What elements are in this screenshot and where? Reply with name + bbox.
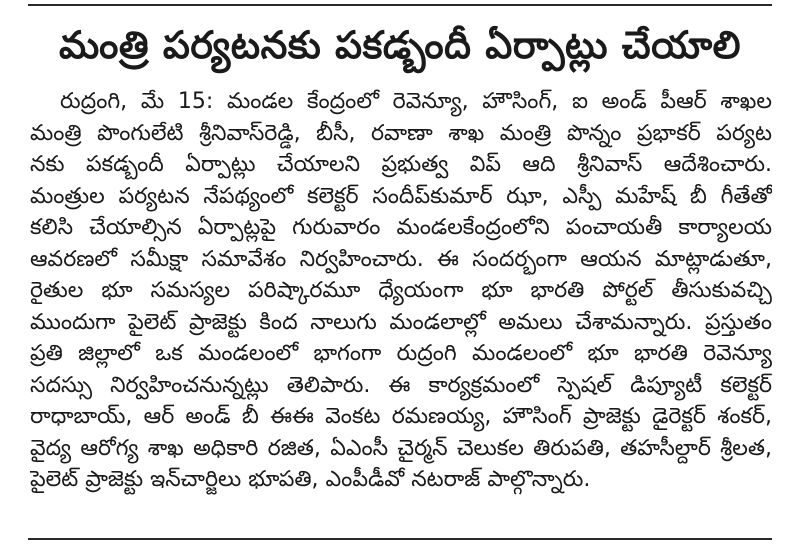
article-body — [30, 86, 772, 496]
article-line: రాధాబాయ్, ఆర్ అండ్ బీ ఈఈ వెంకట రమణయ్య, హౌసింగ్ ప్రాజెక్టు డైరెక్టర్ శంకర్, — [30, 404, 772, 429]
article-line: నకు పకడ్బందీ ఏర్పాట్లు చేయాలని ప్రభుత్వ విప్ ఆది శ్రీనివాస్ ఆదేశించారు. — [30, 152, 772, 177]
top-rule — [28, 4, 772, 6]
article-line: పైలెట్ ప్రాజెక్టు ఇన్‌చార్జిలు భూపతి, ఎంపీడీవో నటరాజ్ పాల్గొన్నారు. — [30, 467, 591, 492]
article-line: మంత్రి పొంగులేటి శ్రీనివాస్‌రెడ్డి, బీసీ, రవాణా శాఖ మంత్రి పొన్నం ప్రభాకర్ పర్యట — [30, 120, 772, 146]
article-line: సదస్సు నిర్వహించనున్నట్లు తెలిపారు. ఈ కార్యక్రమంలో స్పెషల్ డిప్యూటీ కలెక్టర్ — [30, 372, 772, 398]
article-line: ముందుగా పైలెట్ ప్రాజెక్టు కింద నాలుగు మండలాల్లో అమలు చేశామన్నారు. ప్రస్తుతం — [30, 309, 772, 335]
article-line: రైతుల భూ సమస్యల పరిష్కారమూ ధ్యేయంగా భూ భారతి పోర్టల్ తీసుకువచ్చి — [30, 278, 772, 303]
article-line: కలిసి చేయాల్సిన ఏర్పాట్లపై గురువారం మండలకేంద్రంలోని పంచాయతీ కార్యాలయ — [30, 215, 772, 240]
article-line: ప్రతి జిల్లాలో ఒక మండలంలో భాగంగా రుద్రంగి మండలంలో భూ భారతి రెవెన్యూ — [30, 341, 772, 366]
article-line: మంత్రుల పర్యటన నేపథ్యంలో కలెక్టర్ సందీప్‌కుమార్ ఝా, ఎస్పీ మహేష్ బీ గీతేతో — [30, 183, 772, 209]
article-line: వైద్య ఆరోగ్య శాఖ అధికారి రజిత, ఏఎంసీ చైర్మన్ చెలుకల తిరుపతి, తహసీల్దార్ శ్రీలత, — [30, 435, 772, 461]
article-line: ఆవరణలో సమీక్షా సమావేశం నిర్వహించారు. ఈ సందర్భంగా ఆయన మాట్లాడుతూ, — [30, 246, 772, 272]
headline: మంత్రి పర్యటనకు పకడ్బందీ ఏర్పాట్లు చేయాలి — [58, 23, 742, 67]
article-line: రుద్రంగి, మే 15: మండల కేంద్రంలో రెవెన్యూ, హౌసింగ్, ఐ అండ్ పీఆర్ శాఖల — [60, 89, 772, 114]
bottom-rule — [28, 538, 772, 540]
